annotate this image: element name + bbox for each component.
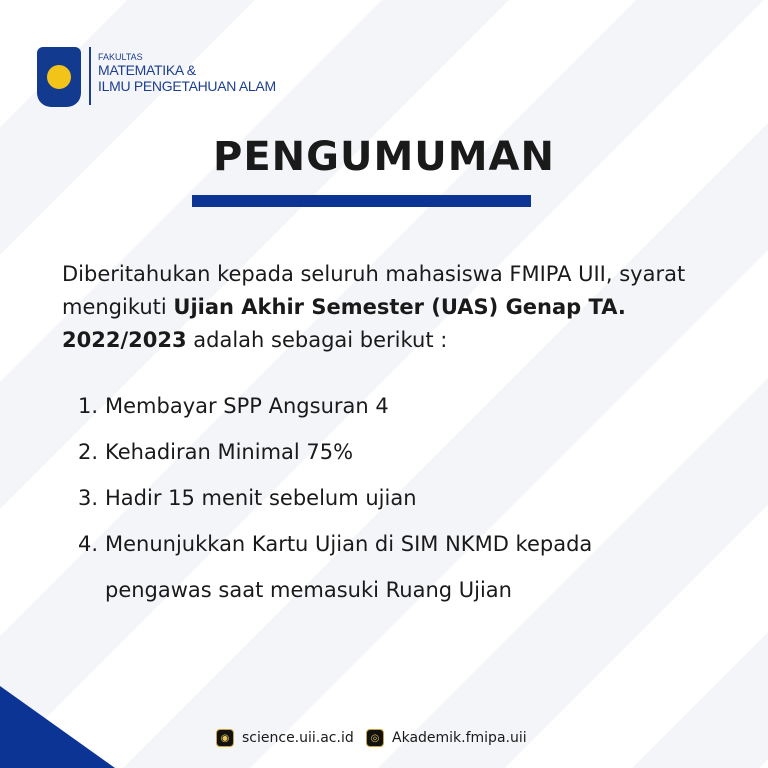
item-number: 3. <box>78 486 99 510</box>
faculty-label: FAKULTAS <box>98 52 143 62</box>
corner-decoration <box>0 686 115 768</box>
item-text: Hadir 15 menit sebelum ujian <box>105 486 417 510</box>
faculty-name <box>98 52 276 94</box>
requirements-list <box>78 383 670 613</box>
item-text: Membayar SPP Angsuran 4 <box>105 394 389 418</box>
instagram-link[interactable] <box>366 729 527 747</box>
item-number: 4. <box>78 532 99 556</box>
list-item <box>78 383 670 429</box>
list-item <box>78 429 670 475</box>
globe-icon: ◉ <box>216 729 234 747</box>
instagram-icon: ◎ <box>366 729 384 747</box>
divider <box>89 47 91 105</box>
website-text: science.uii.ac.id <box>242 730 354 746</box>
title-underline <box>192 195 531 207</box>
intro-part1: Diberitahukan kepada seluruh mahasiswa FMIPA UII, syarat mengikuti <box>62 262 686 319</box>
website-link[interactable] <box>216 729 354 747</box>
list-item <box>78 521 670 613</box>
faculty-line2: ILMU PENGETAHUAN ALAM <box>98 78 276 94</box>
faculty-line1: MATEMATIKA & <box>98 62 196 78</box>
intro-text <box>62 258 712 357</box>
page-title: PENGUMUMAN <box>213 134 555 180</box>
item-number: 1. <box>78 394 99 418</box>
list-item <box>78 475 670 521</box>
instagram-text: Akademik.fmipa.uii <box>392 730 527 746</box>
intro-bold: Ujian Akhir Semester (UAS) Genap TA. 2022/2023 <box>62 295 626 352</box>
item-number: 2. <box>78 440 99 464</box>
intro-part2: adalah sebagai berikut : <box>186 328 448 352</box>
item-text: Menunjukkan Kartu Ujian di SIM NKMD kepada pengawas saat memasuki Ruang Ujian <box>105 532 593 602</box>
item-text: Kehadiran Minimal 75% <box>105 440 354 464</box>
uii-logo <box>37 47 81 107</box>
